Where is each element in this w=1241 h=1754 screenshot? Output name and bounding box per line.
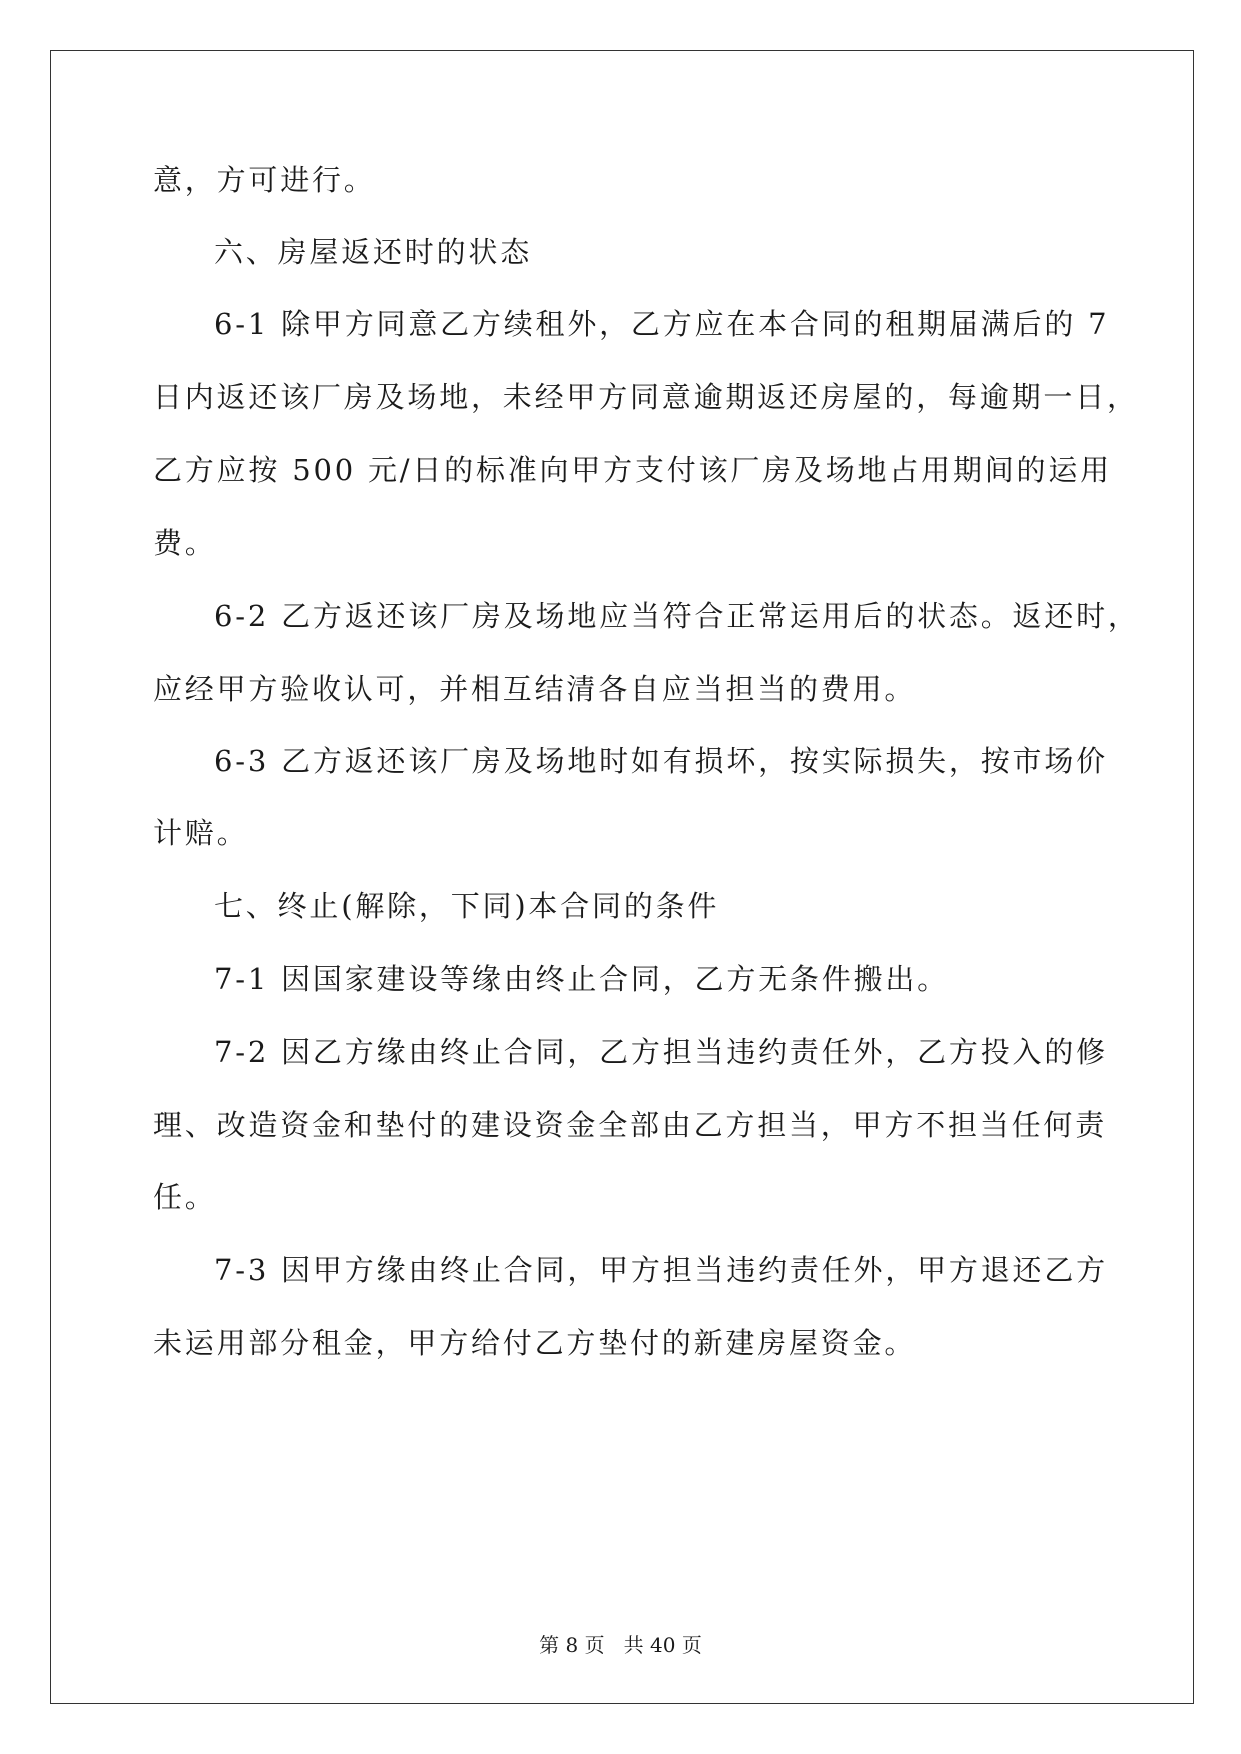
text-line: 费。 bbox=[153, 526, 217, 560]
text-line: 6-2 乙方返还该厂房及场地应当符合正常运用后的状态。返还时， bbox=[214, 599, 1140, 633]
text-line: 7-2 因乙方缘由终止合同，乙方担当违约责任外，乙方投入的修 bbox=[214, 1035, 1108, 1069]
text-line: 日内返还该厂房及场地，未经甲方同意逾期返还房屋的，每逾期一日， bbox=[153, 380, 1139, 414]
text-line: 乙方应按 500 元/日的标准向甲方支付该厂房及场地占用期间的运用 bbox=[153, 453, 1112, 487]
text-line: 应经甲方验收认可，并相互结清各自应当担当的费用。 bbox=[153, 672, 917, 706]
text-line: 理、改造资金和垫付的建设资金全部由乙方担当，甲方不担当任何责 bbox=[153, 1108, 1108, 1142]
text-line: 7-1 因国家建设等缘由终止合同，乙方无条件搬出。 bbox=[214, 962, 949, 996]
text-line: 7-3 因甲方缘由终止合同，甲方担当违约责任外，甲方退还乙方 bbox=[214, 1253, 1108, 1287]
section-heading: 六、房屋返还时的状态 bbox=[214, 235, 533, 269]
text-line: 未运用部分租金，甲方给付乙方垫付的新建房屋资金。 bbox=[153, 1326, 917, 1360]
text-line: 任。 bbox=[153, 1180, 217, 1214]
section-heading: 七、终止(解除，下同)本合同的条件 bbox=[214, 889, 720, 923]
text-line: 6-1 除甲方同意乙方续租外，乙方应在本合同的租期届满后的 7 bbox=[214, 307, 1110, 341]
text-line: 意，方可进行。 bbox=[153, 163, 376, 197]
page-border bbox=[50, 50, 1194, 1704]
text-line: 6-3 乙方返还该厂房及场地时如有损坏，按实际损失，按市场价 bbox=[214, 744, 1108, 778]
page-number: 第 8 页 共 40 页 bbox=[539, 1633, 702, 1657]
text-line: 计赔。 bbox=[153, 816, 249, 850]
